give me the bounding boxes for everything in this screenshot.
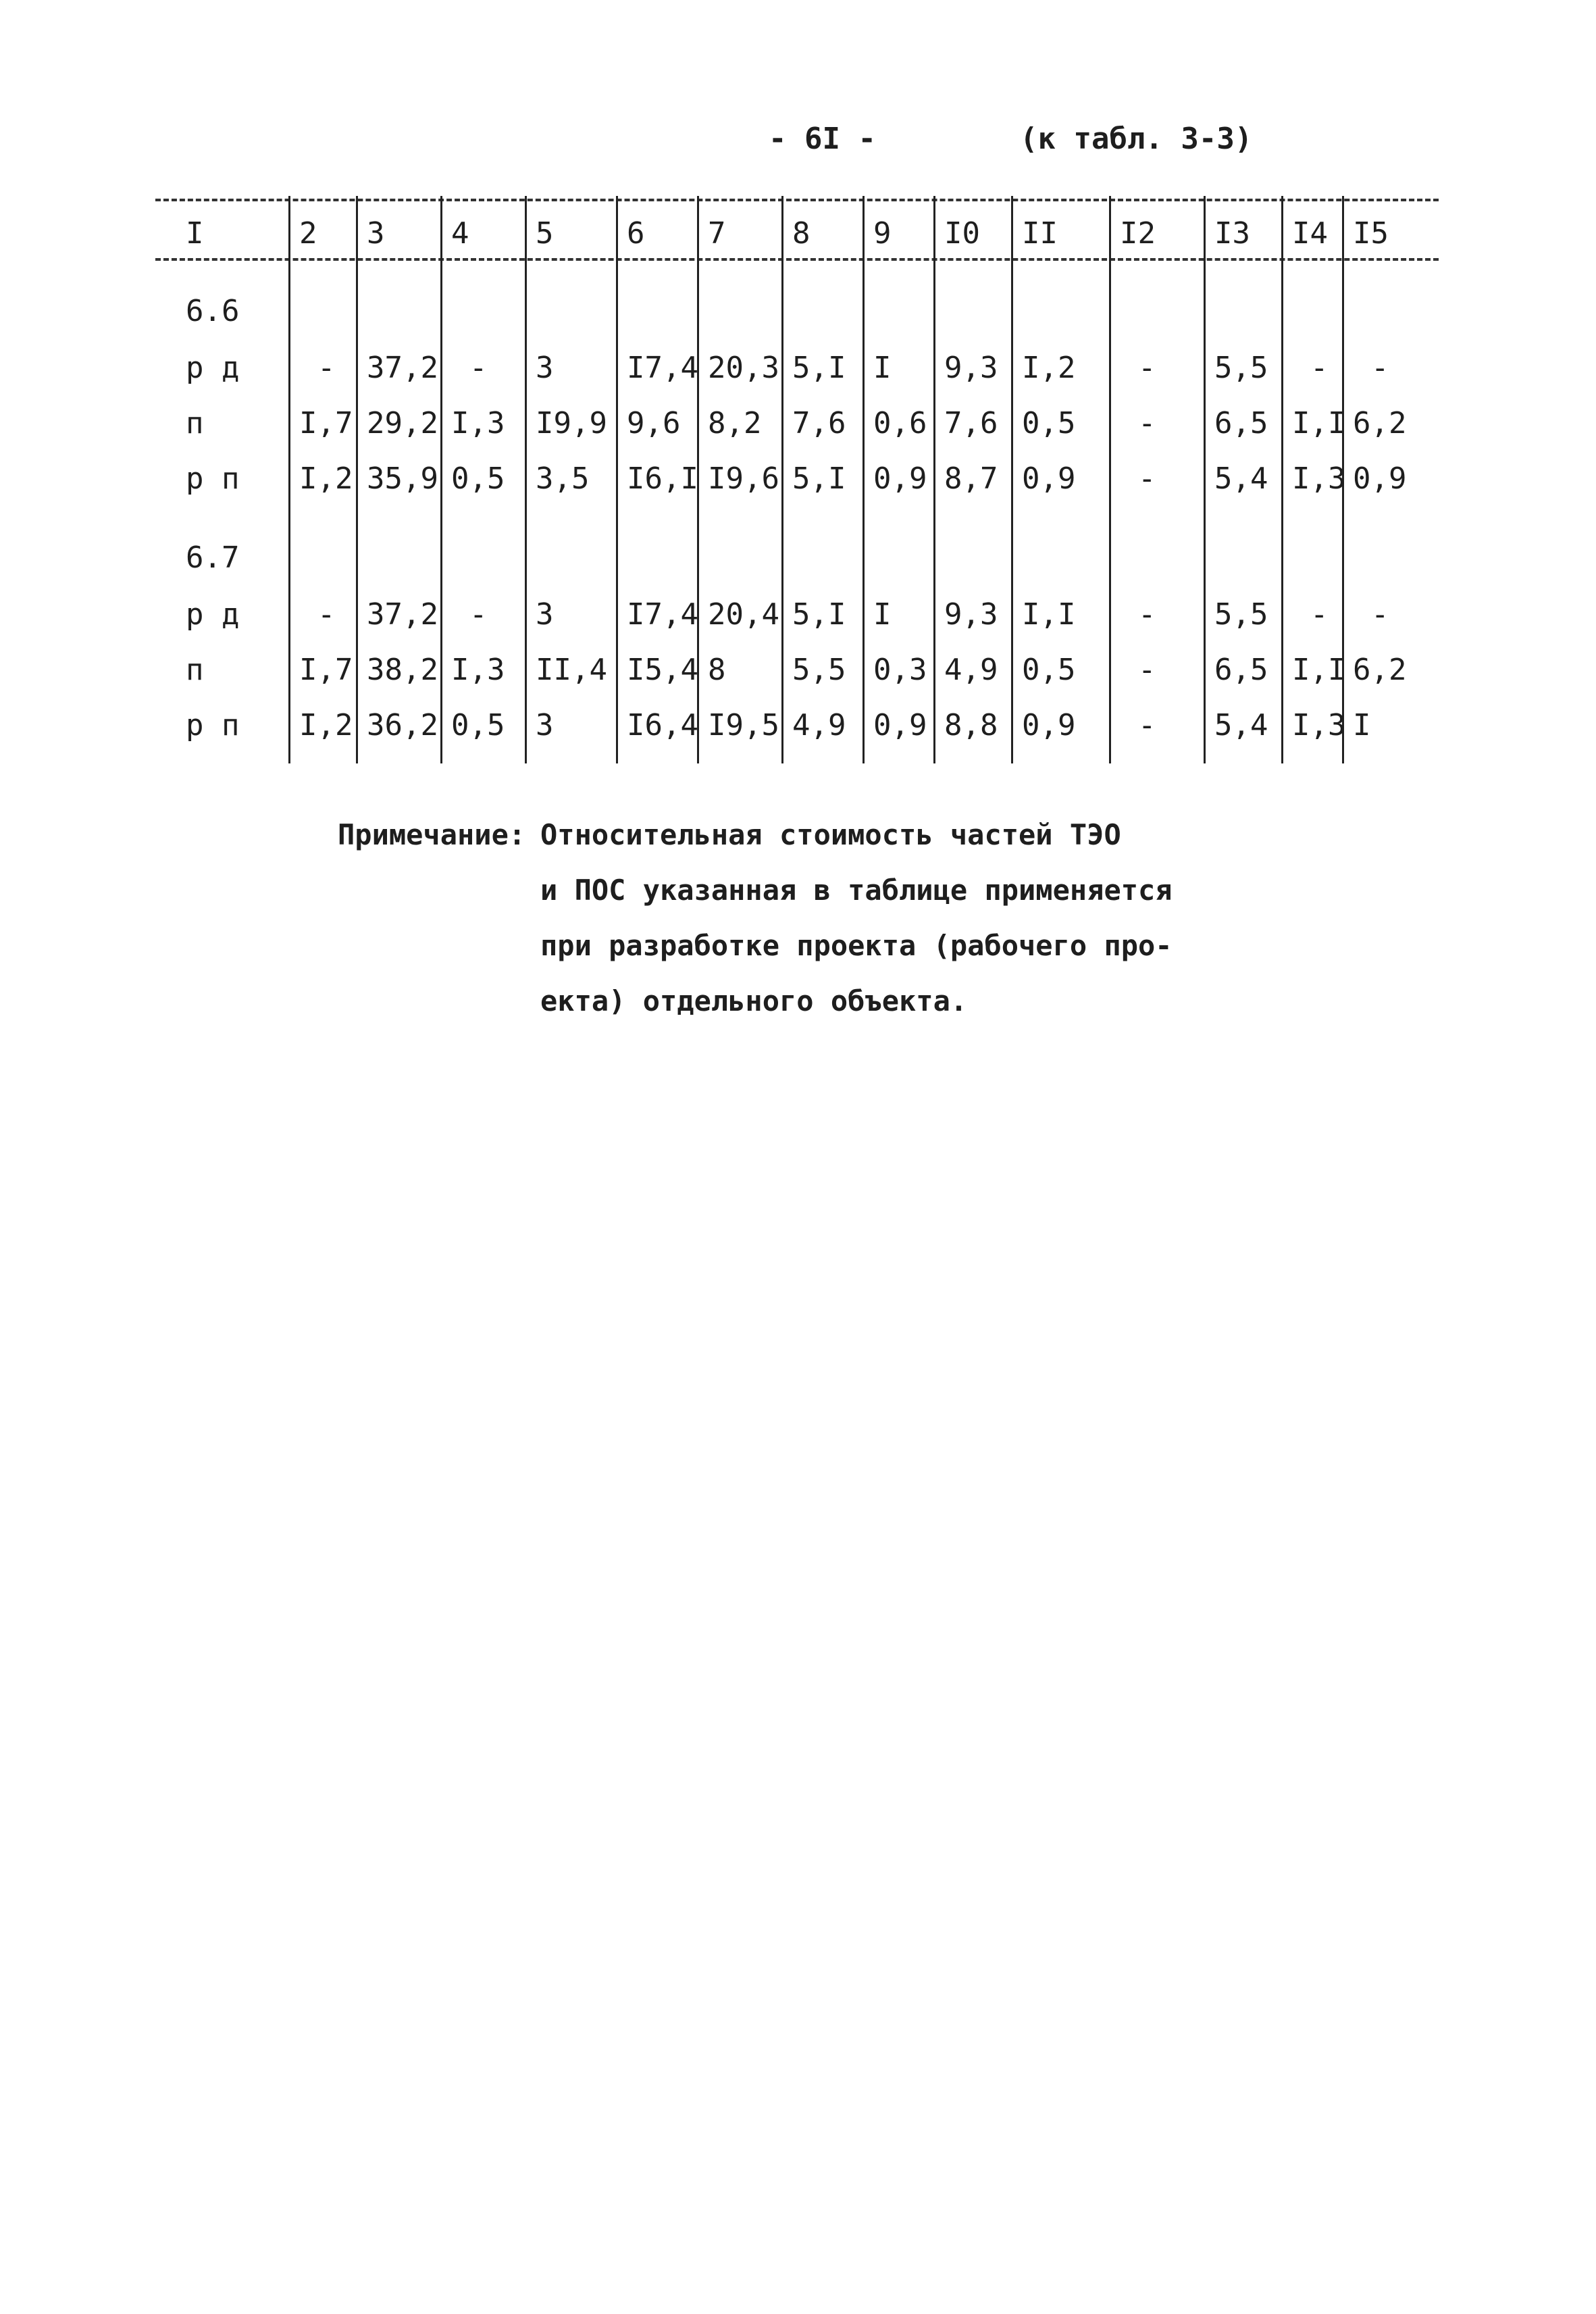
- column-rule: [356, 196, 358, 763]
- table-cell: 35,9: [367, 461, 438, 496]
- table-cell: 0,9: [873, 461, 927, 496]
- column-header: II: [1022, 216, 1058, 251]
- table-cell: 0,5: [1022, 653, 1076, 687]
- table-cell: 0,5: [1022, 406, 1076, 441]
- table-cell: 4,9: [792, 708, 846, 743]
- column-rule: [525, 196, 527, 763]
- note-label: Примечание:: [338, 818, 526, 851]
- table-cell: 0,9: [1353, 461, 1407, 496]
- column-rule: [1281, 196, 1283, 763]
- row-label: р п: [186, 708, 240, 743]
- table-cell: I: [1353, 708, 1371, 743]
- row-label: п: [186, 653, 204, 687]
- table-cell: 7,6: [792, 406, 846, 441]
- table-cell: II,4: [536, 653, 607, 687]
- table-cell: 4,9: [944, 653, 998, 687]
- table-cell: 38,2: [367, 653, 438, 687]
- table-cell: -: [1138, 406, 1156, 441]
- table-cell: -: [469, 351, 488, 385]
- column-header: 8: [792, 216, 810, 251]
- table-cell: -: [317, 351, 336, 385]
- table-cell: 8: [708, 653, 726, 687]
- table-cell: I,I: [1292, 653, 1346, 687]
- row-label: р д: [186, 597, 240, 632]
- table-cell: I,7: [299, 406, 353, 441]
- table-cell: I9,6: [708, 461, 779, 496]
- table-cell: 3: [536, 597, 554, 632]
- table-cell: -: [1138, 461, 1156, 496]
- table-cell: 8,7: [944, 461, 998, 496]
- table-cell: 6,5: [1214, 653, 1268, 687]
- table-cell: 5,I: [792, 351, 846, 385]
- row-label: п: [186, 406, 204, 441]
- column-header: 6: [627, 216, 645, 251]
- table-cell: 20,4: [708, 597, 779, 632]
- table-cell: 6,2: [1353, 406, 1407, 441]
- column-header: 5: [536, 216, 554, 251]
- column-header: I0: [944, 216, 980, 251]
- table-cell: -: [1371, 597, 1389, 632]
- table-cell: 0,6: [873, 406, 927, 441]
- table-cell: I9,5: [708, 708, 779, 743]
- table-cell: I9,9: [536, 406, 607, 441]
- table-cell: 37,2: [367, 597, 438, 632]
- table-cell: 9,3: [944, 351, 998, 385]
- column-rule: [1204, 196, 1206, 763]
- note-line: екта) отдельного объекта.: [540, 984, 968, 1017]
- table-cell: 37,2: [367, 351, 438, 385]
- table-cell: I7,4: [627, 597, 698, 632]
- table-cell: -: [1138, 653, 1156, 687]
- section-label: 6.7: [186, 540, 240, 575]
- table-cell: 0,3: [873, 653, 927, 687]
- column-header: 9: [873, 216, 892, 251]
- column-header: 3: [367, 216, 385, 251]
- table-cell: -: [1371, 351, 1389, 385]
- table-cell: 3: [536, 708, 554, 743]
- table-cell: -: [469, 597, 488, 632]
- table-cell: 0,9: [1022, 461, 1076, 496]
- table-cell: 5,4: [1214, 461, 1268, 496]
- table-cell: I,3: [451, 653, 505, 687]
- table-cell: 36,2: [367, 708, 438, 743]
- column-rule: [933, 196, 935, 763]
- table-cell: -: [1310, 597, 1329, 632]
- table-cell: I5,4: [627, 653, 698, 687]
- table-cell: 0,5: [451, 461, 505, 496]
- table-cell: I,I: [1022, 597, 1076, 632]
- note-text: [540, 807, 1202, 1029]
- cost-table: [155, 196, 1439, 763]
- row-label: р д: [186, 351, 240, 385]
- table-cell: 9,6: [627, 406, 681, 441]
- table-cell: I,2: [1022, 351, 1076, 385]
- table-cell: I,3: [1292, 708, 1346, 743]
- table-cell: 0,9: [873, 708, 927, 743]
- table-cell: I7,4: [627, 351, 698, 385]
- table-header-rule: [155, 258, 1439, 261]
- column-rule: [1109, 196, 1111, 763]
- row-label: р п: [186, 461, 240, 496]
- column-header: I5: [1353, 216, 1389, 251]
- table-cell: -: [1138, 351, 1156, 385]
- table-cell: 7,6: [944, 406, 998, 441]
- table-cell: 5,5: [792, 653, 846, 687]
- table-top-rule: [155, 199, 1439, 201]
- column-rule: [781, 196, 783, 763]
- table-cell: 0,9: [1022, 708, 1076, 743]
- table-cell: I,2: [299, 461, 353, 496]
- page-number: - 6I -: [769, 122, 876, 156]
- column-rule: [616, 196, 618, 763]
- table-cell: 5,I: [792, 461, 846, 496]
- table-cell: -: [317, 597, 336, 632]
- table-cell: I,2: [299, 708, 353, 743]
- table-cell: I6,4: [627, 708, 698, 743]
- column-header: 7: [708, 216, 726, 251]
- table-cell: 29,2: [367, 406, 438, 441]
- table-cell: I: [873, 351, 892, 385]
- table-cell: I6,I: [627, 461, 698, 496]
- table-cell: -: [1310, 351, 1329, 385]
- table-cell: 5,4: [1214, 708, 1268, 743]
- table-cell: 3,5: [536, 461, 590, 496]
- section-label: 6.6: [186, 294, 240, 328]
- note-line: Относительная стоимость частей ТЭО: [540, 818, 1121, 851]
- table-cell: I,7: [299, 653, 353, 687]
- table-cell: 5,5: [1214, 597, 1268, 632]
- column-header: I: [186, 216, 204, 251]
- column-rule: [863, 196, 865, 763]
- column-header: I3: [1214, 216, 1250, 251]
- column-header: I2: [1120, 216, 1156, 251]
- table-cell: I: [873, 597, 892, 632]
- table-cell: 6,5: [1214, 406, 1268, 441]
- table-cell: I,I: [1292, 406, 1346, 441]
- column-rule: [440, 196, 442, 763]
- column-header: 4: [451, 216, 469, 251]
- table-cell: 8,2: [708, 406, 762, 441]
- column-rule: [288, 196, 290, 763]
- table-reference: (к табл. 3-3): [1020, 122, 1253, 156]
- table-cell: 5,5: [1214, 351, 1268, 385]
- column-header: I4: [1292, 216, 1328, 251]
- table-cell: 0,5: [451, 708, 505, 743]
- table-cell: 9,3: [944, 597, 998, 632]
- column-header: 2: [299, 216, 317, 251]
- table-cell: 8,8: [944, 708, 998, 743]
- table-cell: 6,2: [1353, 653, 1407, 687]
- table-cell: 3: [536, 351, 554, 385]
- table-cell: I,3: [451, 406, 505, 441]
- column-rule: [1011, 196, 1013, 763]
- table-cell: -: [1138, 597, 1156, 632]
- table-cell: 5,I: [792, 597, 846, 632]
- table-cell: -: [1138, 708, 1156, 743]
- table-cell: I,3: [1292, 461, 1346, 496]
- note-line: и ПОС указанная в таблице применяется: [540, 874, 1173, 907]
- note-line: при разработке проекта (рабочего про-: [540, 929, 1173, 962]
- table-cell: 20,3: [708, 351, 779, 385]
